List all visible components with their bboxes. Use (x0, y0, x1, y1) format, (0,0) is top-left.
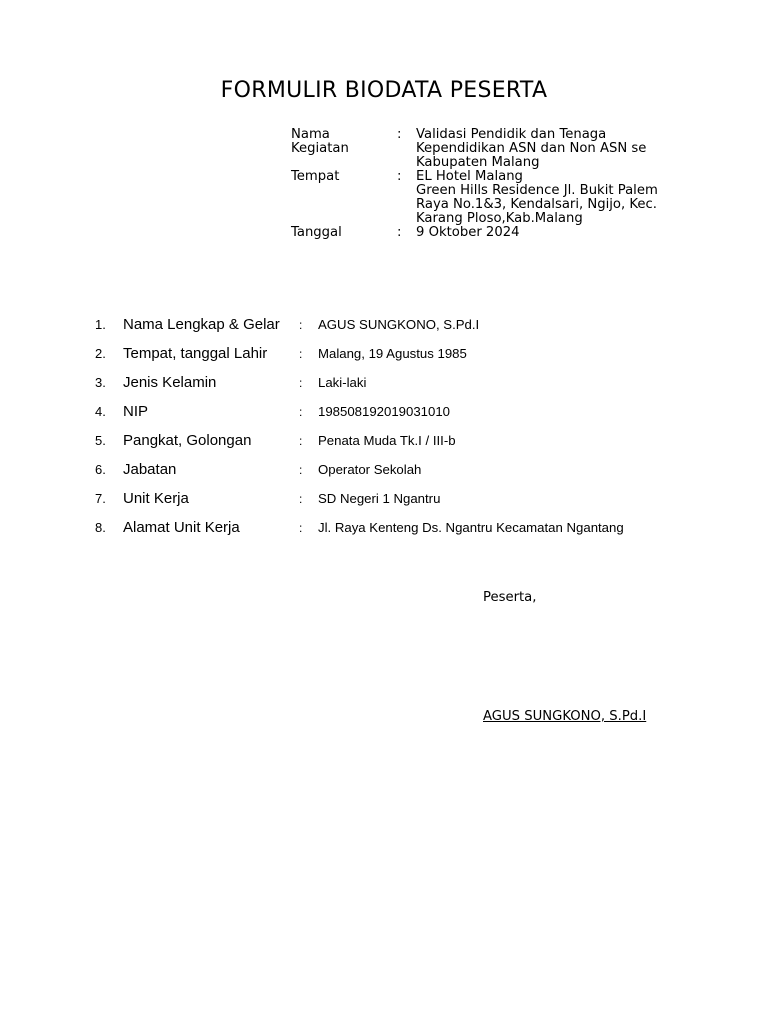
row-number: 3. (95, 375, 106, 390)
event-colon: : (397, 169, 402, 184)
row-label: Pangkat, Golongan (123, 432, 252, 449)
row-label: Unit Kerja (123, 490, 189, 507)
row-colon: : (299, 520, 303, 535)
event-value-line: EL Hotel Malang (416, 169, 523, 184)
row-number: 6. (95, 462, 106, 477)
biodata-list (95, 310, 624, 542)
event-value (416, 170, 678, 226)
row-label: Nama Lengkap & Gelar (123, 316, 280, 333)
event-colon: : (397, 225, 402, 240)
event-value-line: Kependidikan ASN dan Non ASN se (416, 141, 647, 156)
row-label: Tempat, tanggal Lahir (123, 345, 268, 362)
event-info (291, 128, 678, 240)
event-value (416, 226, 678, 240)
row-value: SD Negeri 1 Ngantru (318, 491, 441, 506)
event-row-date (291, 226, 678, 240)
event-label-line: Nama (291, 127, 330, 142)
event-value-line: Kabupaten Malang (416, 155, 540, 170)
event-label (291, 226, 397, 240)
row-number: 5. (95, 433, 106, 448)
biodata-row (95, 368, 624, 397)
row-value: Jl. Raya Kenteng Ds. Ngantru Kecamatan Ngantang (318, 520, 624, 535)
row-colon: : (299, 317, 303, 332)
signature-label: Peserta, (483, 590, 537, 605)
event-value-line: Karang Ploso,Kab.Malang (416, 211, 583, 226)
form-title: FORMULIR BIODATA PESERTA (220, 78, 548, 103)
biodata-row (95, 339, 624, 368)
row-value: Malang, 19 Agustus 1985 (318, 346, 467, 361)
event-label (291, 170, 397, 226)
event-row-name (291, 128, 678, 170)
row-number: 7. (95, 491, 106, 506)
row-colon: : (299, 346, 303, 361)
biodata-row (95, 455, 624, 484)
event-value (416, 128, 678, 170)
row-number: 4. (95, 404, 106, 419)
biodata-row (95, 513, 624, 542)
event-label-line: Tempat (291, 169, 340, 184)
row-value: Laki-laki (318, 375, 367, 390)
event-label-line: Kegiatan (291, 141, 349, 156)
biodata-row (95, 426, 624, 455)
row-number: 2. (95, 346, 106, 361)
row-colon: : (299, 462, 303, 477)
event-label-line: Tanggal (291, 225, 342, 240)
event-value-line: Green Hills Residence Jl. Bukit Palem (416, 183, 658, 198)
event-value-line: 9 Oktober 2024 (416, 225, 520, 240)
row-value: Penata Muda Tk.I / III-b (318, 433, 456, 448)
row-number: 8. (95, 520, 106, 535)
event-value-line: Validasi Pendidik dan Tenaga (416, 127, 607, 142)
biodata-row (95, 310, 624, 339)
row-label: Alamat Unit Kerja (123, 519, 240, 536)
event-value-line: Raya No.1&3, Kendalsari, Ngijo, Kec. (416, 197, 657, 212)
row-label: Jenis Kelamin (123, 374, 217, 391)
row-value: AGUS SUNGKONO, S.Pd.I (318, 317, 480, 332)
row-number: 1. (95, 317, 106, 332)
row-value: Operator Sekolah (318, 462, 422, 477)
row-colon: : (299, 375, 303, 390)
row-colon: : (299, 433, 303, 448)
row-label: Jabatan (123, 461, 177, 478)
signature-name: AGUS SUNGKONO, S.Pd.I (483, 709, 647, 724)
event-label (291, 128, 397, 170)
row-label: NIP (123, 403, 149, 420)
row-colon: : (299, 491, 303, 506)
event-colon: : (397, 127, 402, 142)
event-row-place (291, 170, 678, 226)
row-colon: : (299, 404, 303, 419)
row-value: 198508192019031010 (318, 404, 451, 419)
biodata-row (95, 397, 624, 426)
biodata-row (95, 484, 624, 513)
